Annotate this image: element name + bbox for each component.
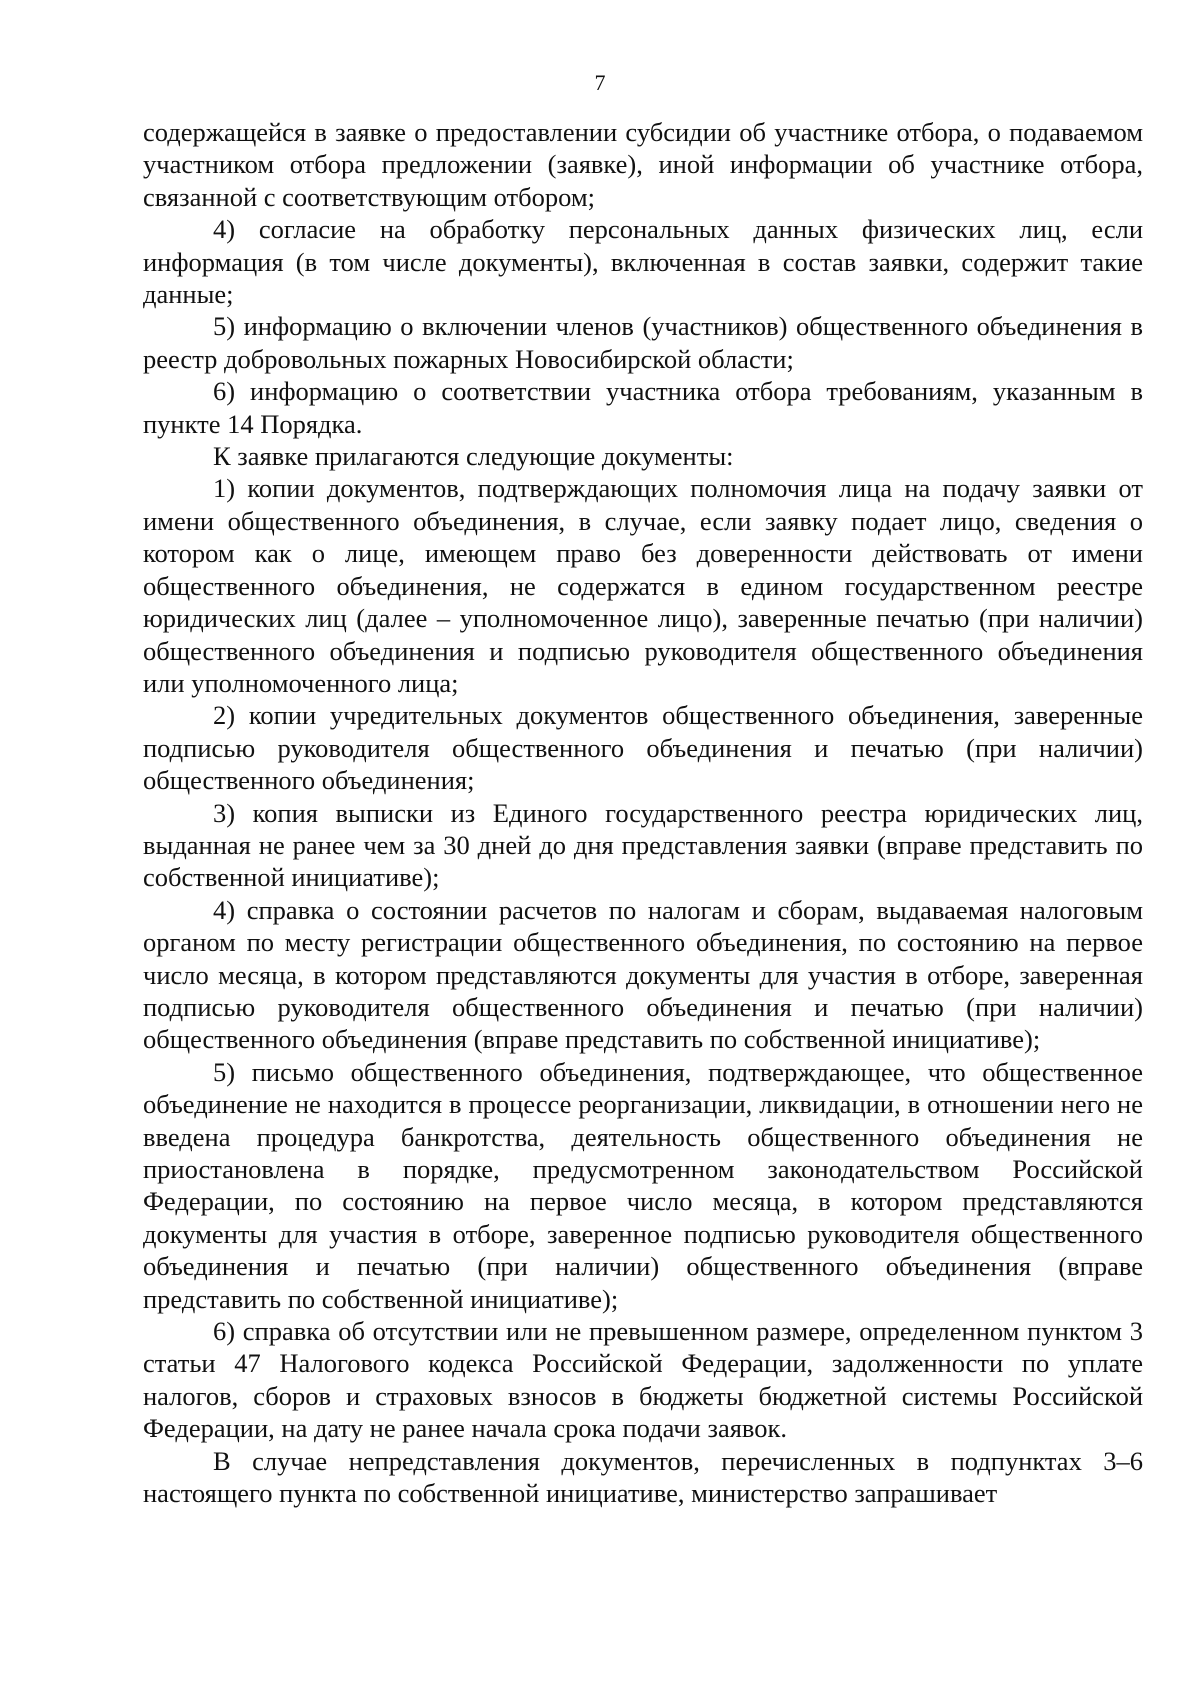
page-number: 7	[594, 70, 606, 95]
paragraph-attachment-6: 6) справка об отсутствии или не превышенном размере, определенном пунктом 3 статьи 47 Налогового кодекса Российской Федерации, задолженности по уплате налогов, сборов и страховых взносов в бюджеты бюджетной системы Российской Федерации, на дату не ранее начала срока подачи заявок.	[143, 1316, 1143, 1444]
document-body	[143, 116, 1143, 1509]
paragraph-item-6-compliance: 6) информацию о соответствии участника отбора требованиям, указанным в пункте 14 Порядка.	[143, 376, 1143, 439]
paragraph-final: В случае непредставления документов, перечисленных в подпунктах 3–6 настоящего пункта по собственной инициативе, министерство запрашивает	[143, 1445, 1143, 1509]
paragraph-attachment-2: 2) копии учредительных документов общественного объединения, заверенные подписью руководителя общественного объединения и печатью (при наличии) общественного объединения;	[143, 700, 1143, 796]
paragraph-attachments-intro: К заявке прилагаются следующие документы:	[213, 441, 734, 472]
paragraph-attachment-4: 4) справка о состоянии расчетов по налогам и сборам, выдаваемая налоговым органом по месту регистрации общественного объединения, по состоянию на первое число месяца, в котором представляются документы для участия в отборе, заверенная подписью руководителя общественного объединения и печатью (при наличии) общественного объединения (вправе представить по собственной инициативе);	[143, 894, 1143, 1055]
paragraph-continuation: содержащейся в заявке о предоставлении субсидии об участнике отбора, о подаваемом участником отбора предложении (заявке), иной информации об участнике отбора, связанной с соответствующим отбором;	[143, 117, 1143, 212]
paragraph-attachment-5: 5) письмо общественного объединения, подтверждающее, что общественное объединение не находится в процессе реорганизации, ликвидации, в отношении него не введена процедура банкротства, деятельность общественного объединения не приостановлена в порядке, предусмотренном законодательством Российской Федерации, по состоянию на первое число месяца, в котором представляются документы для участия в отборе, заверенное подписью руководителя общественного объединения и печатью (при наличии) общественного объединения (вправе представить по собственной инициативе);	[143, 1056, 1143, 1314]
paragraph-attachment-3: 3) копия выписки из Единого государственного реестра юридических лиц, выданная не ранее чем за 30 дней до дня представления заявки (вправе представить по собственной инициативе);	[143, 797, 1143, 893]
paragraph-item-5-registry: 5) информацию о включении членов (участников) общественного объединения в реестр добровольных пожарных Новосибирской области;	[143, 311, 1143, 374]
paragraph-attachment-1: 1) копии документов, подтверждающих полномочия лица на подачу заявки от имени общественного объединения, в случае, если заявку подает лицо, сведения о котором как о лице, имеющем право без доверенности действовать от имени общественного объединения, не содержатся в едином государственном реестре юридических лиц (далее – уполномоченное лицо), заверенные печатью (при наличии) общественного объединения и подписью руководителя общественного объединения или уполномоченного лица;	[143, 473, 1143, 698]
paragraph-item-4-consent: 4) согласие на обработку персональных данных физических лиц, если информация (в том числе документы), включенная в состав заявки, содержит такие данные;	[143, 214, 1143, 310]
